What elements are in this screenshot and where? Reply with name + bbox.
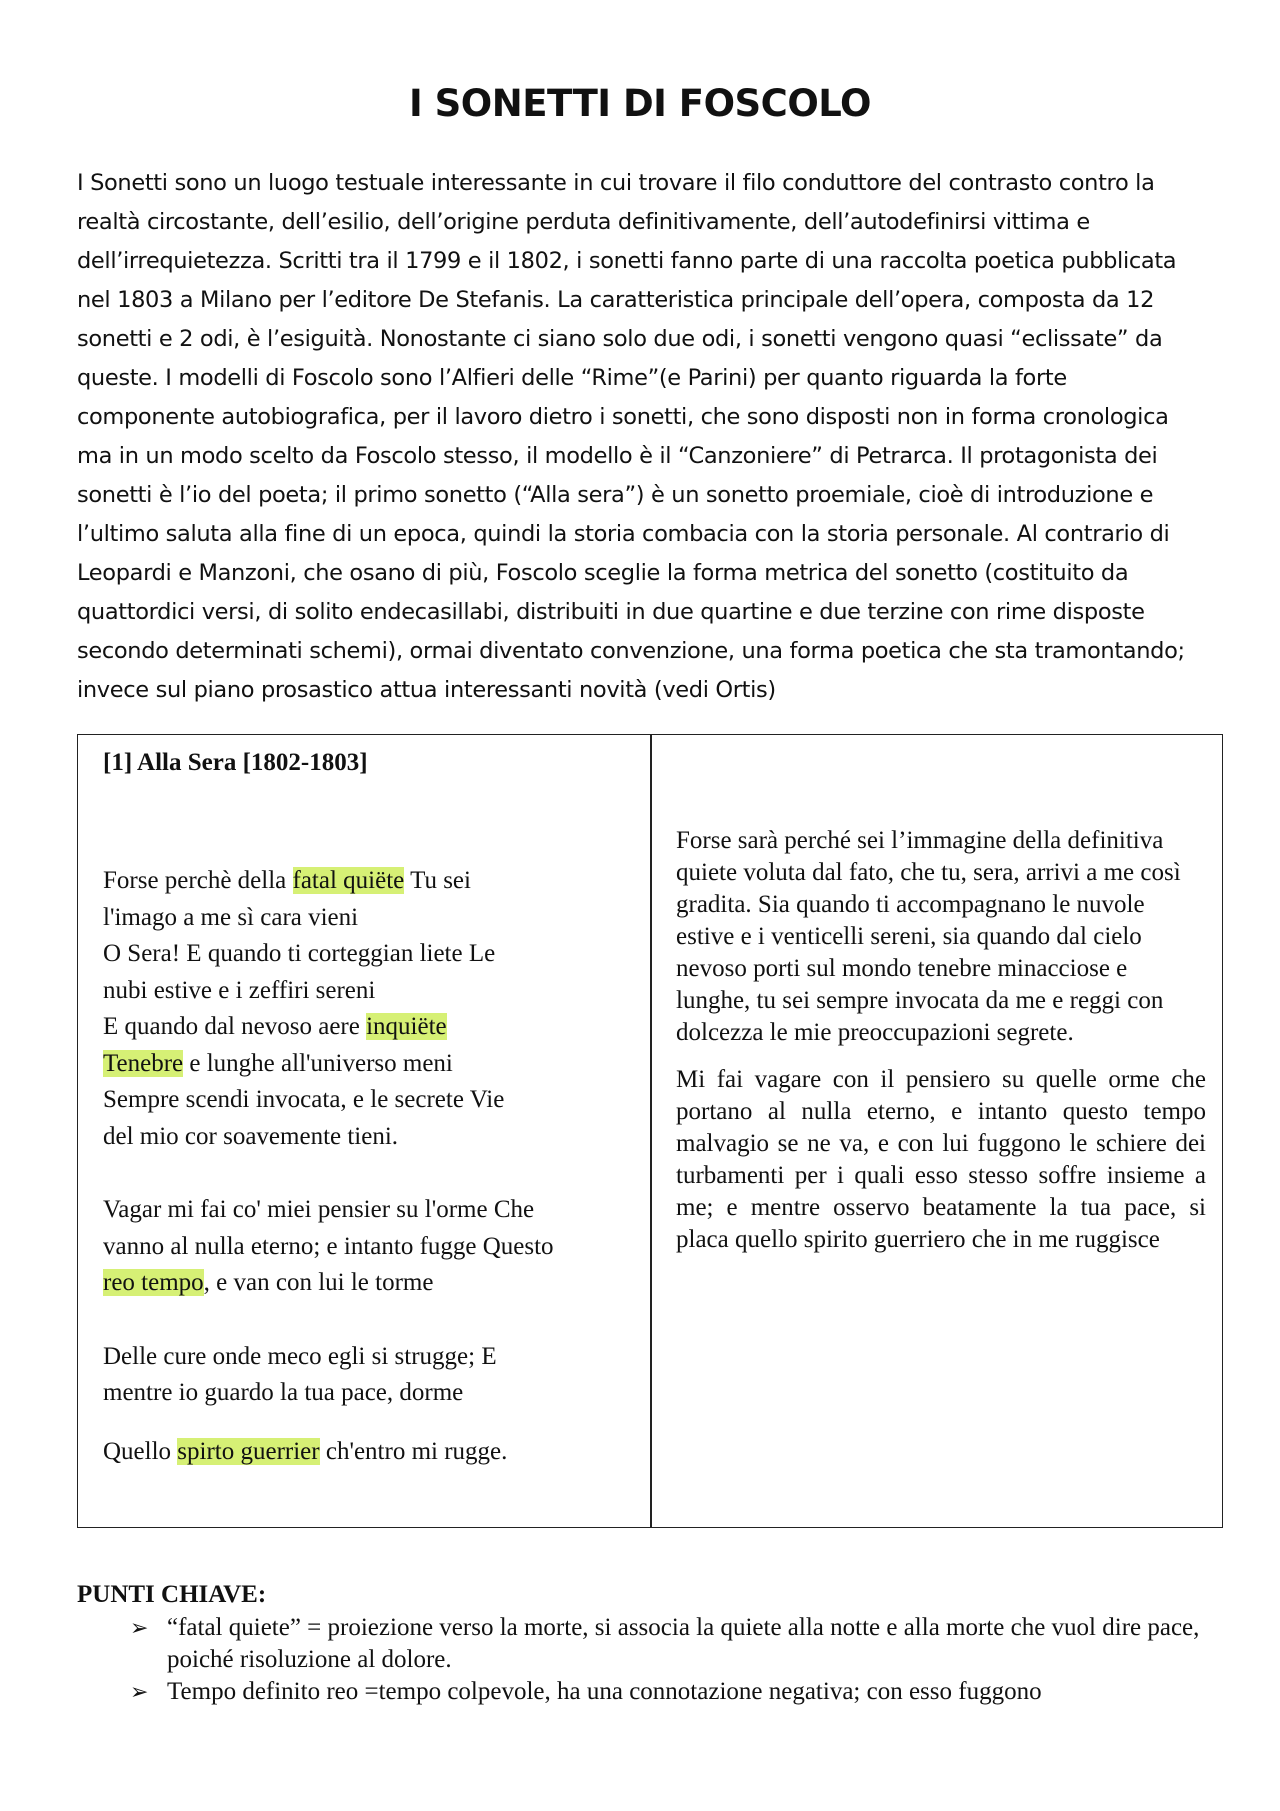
- key-points-list: [77, 1612, 1217, 1708]
- highlight-reo-tempo: reo tempo: [103, 1269, 204, 1296]
- column-divider: [650, 735, 652, 1527]
- key-points-title: PUNTI CHIAVE:: [77, 1581, 267, 1608]
- highlight-inquiete: inquiëte: [366, 1013, 447, 1040]
- paraphrase-paragraph-1: Forse sarà perché sei l’immagine della definitiva quiete voluta dal fato, che tu, sera, arrivi a me così gradita. Sia quando ti accompagnano le nuvole estive e i venticelli sereni, sia quando dal cielo nevoso porti sul mondo tenebre minacciose e lunghe, tu sei sempre invocata da me e reggi con dolcezza le mie preoccupazioni segrete.: [676, 827, 1181, 1046]
- poem-text: [103, 863, 633, 1470]
- highlight-fatal-quiete: fatal quiëte: [292, 867, 405, 894]
- list-item: ➢ “fatal quiete” = proiezione verso la morte, si associa la quiete alla notte e alla morte che vuol dire pace, poiché risoluzione al dolore.: [130, 1614, 1200, 1673]
- intro-text: I Sonetti sono un luogo testuale interessante in cui trovare il filo conduttore del contrasto contro la realtà circostante, dell’esilio, dell’origine perduta definitivamente, dell’autodefinirsi vittima e dell’irrequietezza. Scritti tra il 1799 e il 1802, i sonetti fanno parte di una raccolta poetica pubblicata nel 1803 a Milano per l’editore De Stefanis. La caratteristica principale dell’opera, composta da 12 sonetti e 2 odi, è l’esiguità. Nonostante ci siano solo due odi, i sonetti vengono quasi “eclissate” da queste. I modelli di Foscolo sono l’Alfieri delle “Rime”(e Parini) per quanto riguarda la forte componente autobiografica, per il lavoro dietro i sonetti, che sono disposti non in forma cronologica ma in un modo scelto da Foscolo stesso, il modello è il “Canzoniere” di Petrarca. Il protagonista dei sonetti è l’io del poeta; il primo sonetto (“Alla sera”) è un sonetto proemiale, cioè di introduzione e l’ultimo saluta alla fine di un epoca, quindi la storia combacia con la storia personale. Al contrario di Leopardi e Manzoni, che osano di più, Foscolo sceglie la forma metrica del sonetto (costituito da quattordici versi, di solito endecasillabi, distribuiti in due quartine e due terzine con rime disposte secondo determinati schemi), ormai diventato convenzione, una forma poetica che sta tramontando; invece sul piano prosastico attua interessanti novità (vedi Ortis): [77, 170, 1185, 703]
- paraphrase-paragraph-2: Mi fai vagare con il pensiero su quelle orme che portano al nulla eterno, e intanto questo tempo malvagio se ne va, e con lui fuggono le schiere dei turbamenti per i quali esso stesso soffre insieme a me; e mentre osservo beatamente la tua pace, si placa quello spirito guerriero che in me ruggisce: [676, 1066, 1206, 1253]
- arrow-bullet-icon: ➢: [130, 1679, 149, 1704]
- stanza-1: Forse perchè della fatal quiëte Tu sei l'imago a me sì cara vieni O Sera! E quando ti corteggian liete Le nubi estive e i zeffiri sereni E quando dal nevoso aere inquiëte Tenebre e lunghe all'universo meni Sempre scendi invocata, e le secrete Vie del mio cor soavemente tieni.: [103, 867, 505, 1150]
- stanza-4: Quello spirto guerrier ch'entro mi rugge.: [103, 1437, 508, 1465]
- intro-paragraph: [77, 164, 1207, 710]
- paraphrase-column: [676, 825, 1206, 1256]
- poem-column: [103, 745, 633, 1470]
- key-points-section: [77, 1578, 1217, 1708]
- poem-table: [77, 734, 1223, 1528]
- poem-heading: [1] Alla Sera [1802-1803]: [103, 749, 368, 776]
- stanza-3: Delle cure onde meco egli si strugge; E mentre io guardo la tua pace, dorme: [103, 1342, 497, 1406]
- highlight-tenebre: Tenebre: [103, 1049, 184, 1077]
- list-item: ➢ Tempo definito reo =tempo colpevole, ha una connotazione negativa; con esso fuggono: [167, 1676, 1217, 1708]
- stanza-2: Vagar mi fai co' miei pensier su l'orme Che vanno al nulla eterno; e intanto fugge Questo reo tempo, e van con lui le torme: [103, 1196, 554, 1296]
- arrow-bullet-icon: ➢: [130, 1615, 149, 1640]
- highlight-spirto-guerrier: spirto guerrier: [177, 1437, 320, 1465]
- page-title: I SONETTI DI FOSCOLO: [408, 82, 872, 125]
